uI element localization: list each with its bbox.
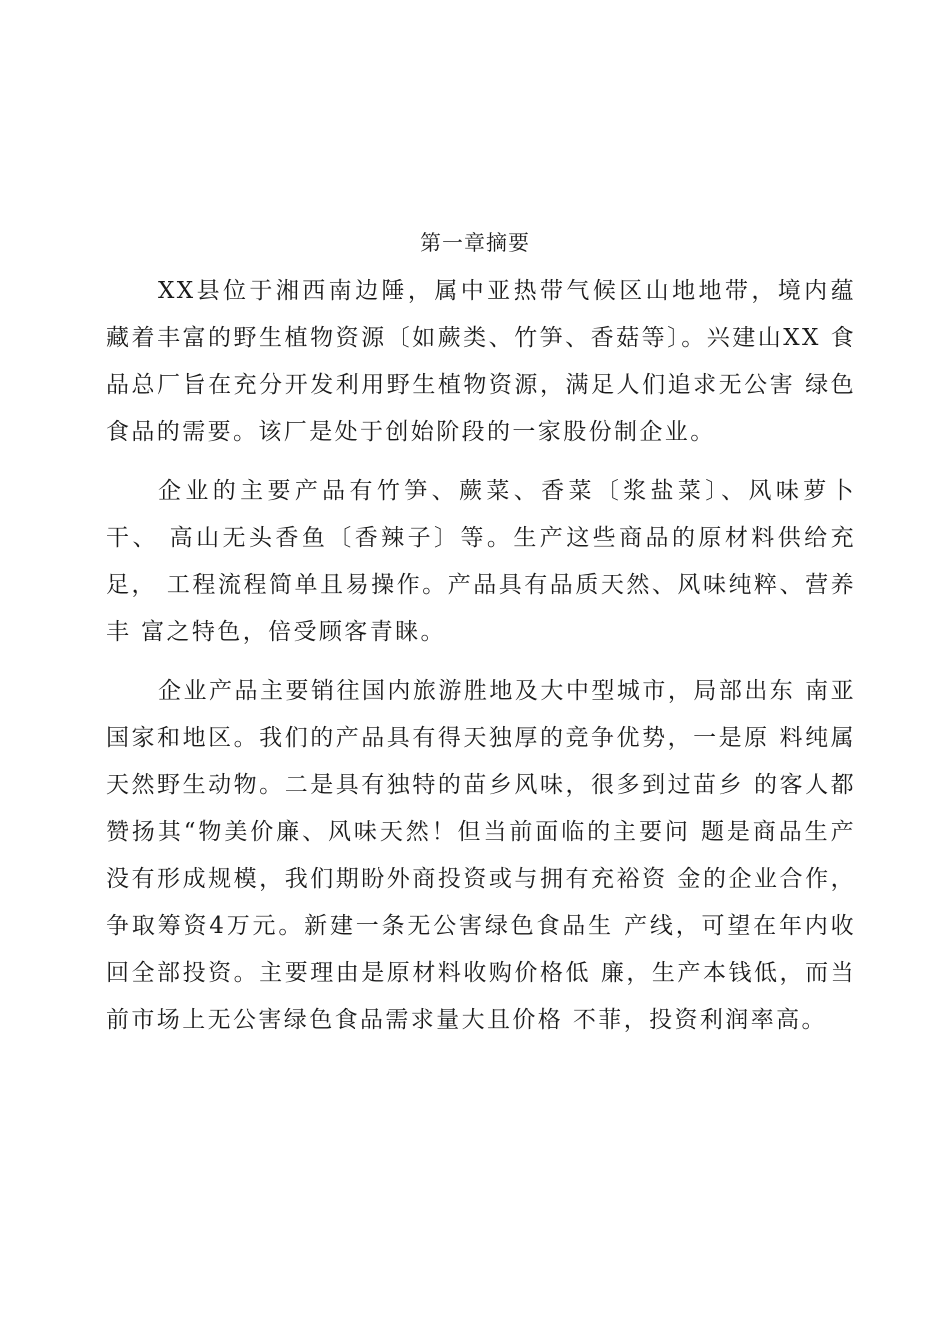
paragraph-market-investment: 企业产品主要销往国内旅游胜地及大中型城市，局部出东 南亚国家和地区。我们的产品具有得天独厚的竞争优势，一是原 料纯属天然野生动物。二是具有独特的苗乡风味，很多到过苗乡 的客人都赞扬其“物美价廉、风味天然！但当前面临的主要问 题是商品生产没有形成规模，我们期盼外商投资或与拥有充裕资 金的企业合作，争取筹资4万元。新建一条无公害绿色食品生 产线，可望在年内收回全部投资。主要理由是原材料收购价格低 廉，生产本钱低，而当前市场上无公害绿色食品需求量大且价格 不菲，投资利润率高。 <box>106 678 856 1033</box>
document-body <box>106 268 856 1056</box>
paragraph-main-products: 企业的主要产品有竹笋、蕨菜、香菜〔浆盐菜〕、风味萝卜干、 高山无头香鱼〔香辣子〕等。生产这些商品的原材料供给充足， 工程流程简单且易操作。产品具有品质天然、风味纯粹、营养丰 富之特色，倍受顾客青睐。 <box>106 478 856 645</box>
paragraph-location-overview: XX县位于湘西南边陲，属中亚热带气候区山地地带，境内蕴 藏着丰富的野生植物资源〔如蕨类、竹笋、香菇等〕。兴建山XX 食品总厂旨在充分开发利用野生植物资源，满足人们追求无公害 绿色食品的需要。该厂是处于创始阶段的一家股份制企业。 <box>106 278 856 445</box>
chapter-title: 第一章摘要 <box>420 231 530 255</box>
